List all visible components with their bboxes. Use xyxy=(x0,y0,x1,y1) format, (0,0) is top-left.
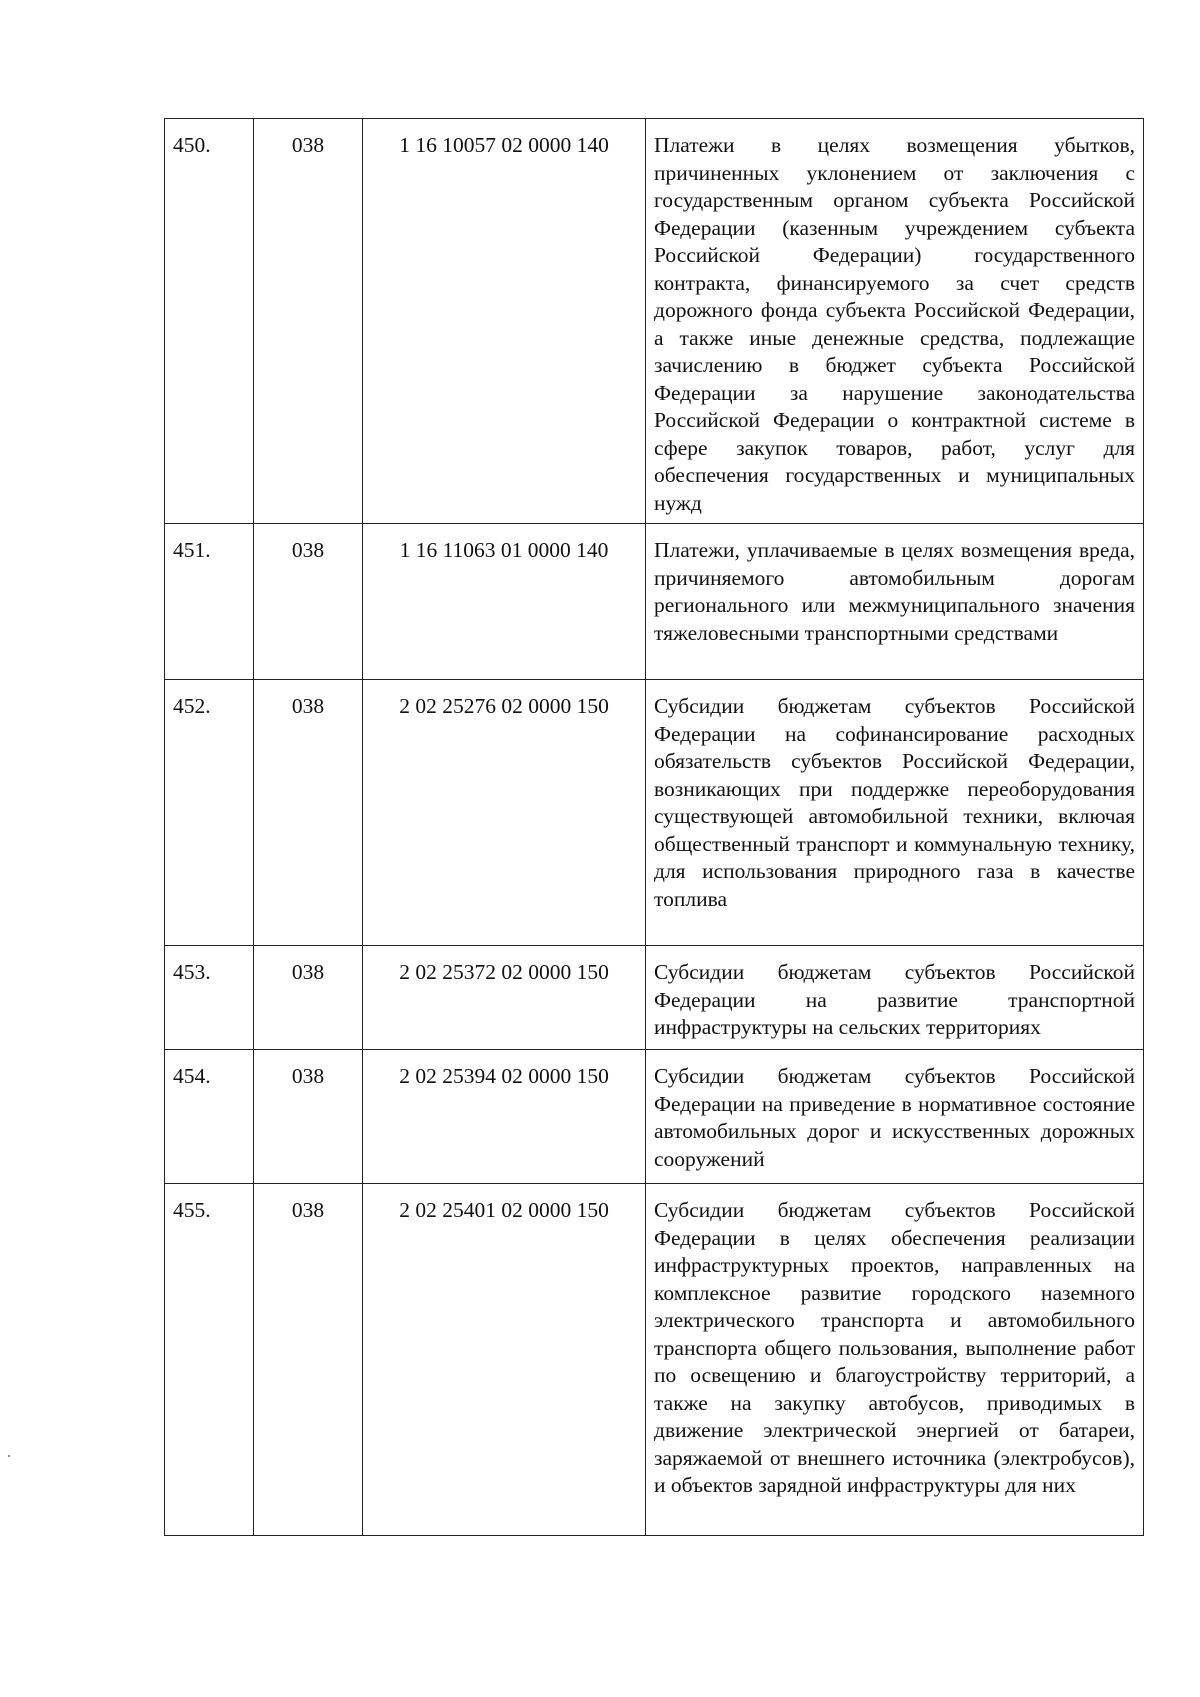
admin-code: 038 xyxy=(254,1184,363,1536)
table-row xyxy=(165,946,1144,1050)
row-number: 450. xyxy=(165,119,254,524)
admin-code: 038 xyxy=(254,1050,363,1184)
kbk-code: 2 02 25394 02 0000 150 xyxy=(363,1050,646,1184)
row-number: 455. xyxy=(165,1184,254,1536)
row-description: Субсидии бюджетам субъектов Российской Федерации на софинансирование расходных обязательств субъектов Российской Федерации, возникающих при поддержке переоборудования существующей автомобильной техники, включая общественный транспорт и коммунальную технику, для использования природного газа в качестве топлива xyxy=(646,680,1144,946)
row-number: 454. xyxy=(165,1050,254,1184)
row-description: Субсидии бюджетам субъектов Российской Федерации на развитие транспортной инфраструктуры на сельских территориях xyxy=(646,946,1144,1050)
table-row xyxy=(165,119,1144,524)
row-description: Субсидии бюджетам субъектов Российской Федерации в целях обеспечения реализации инфраструктурных проектов, направленных на комплексное развитие городского наземного электрического транспорта и автомобильного транспорта общего пользования, выполнение работ по освещению и благоустройству территорий, а также на закупку автобусов, приводимых в движение электрической энергией от батареи, заряжаемой от внешнего источника (электробусов), и объектов зарядной инфраструктуры для них xyxy=(646,1184,1144,1536)
admin-code: 038 xyxy=(254,119,363,524)
admin-code: 038 xyxy=(254,524,363,680)
row-number: 453. xyxy=(165,946,254,1050)
table-row xyxy=(165,1050,1144,1184)
table-row xyxy=(165,524,1144,680)
table-row xyxy=(165,1184,1144,1536)
admin-code: 038 xyxy=(254,680,363,946)
kbk-code: 2 02 25372 02 0000 150 xyxy=(363,946,646,1050)
kbk-code: 1 16 11063 01 0000 140 xyxy=(363,524,646,680)
table-row xyxy=(165,680,1144,946)
row-description: Платежи, уплачиваемые в целях возмещения вреда, причиняемого автомобильным дорогам регионального или межмуниципального значения тяжеловесными транспортными средствами xyxy=(646,524,1144,680)
admin-code: 038 xyxy=(254,946,363,1050)
table-body xyxy=(165,119,1144,1536)
row-description: Субсидии бюджетам субъектов Российской Федерации на приведение в нормативное состояние автомобильных дорог и искусственных дорожных сооружений xyxy=(646,1050,1144,1184)
row-number: 452. xyxy=(165,680,254,946)
budget-codes-table xyxy=(164,118,1144,1536)
kbk-code: 1 16 10057 02 0000 140 xyxy=(363,119,646,524)
kbk-code: 2 02 25276 02 0000 150 xyxy=(363,680,646,946)
scan-speck xyxy=(8,1455,10,1457)
kbk-code: 2 02 25401 02 0000 150 xyxy=(363,1184,646,1536)
row-number: 451. xyxy=(165,524,254,680)
row-description: Платежи в целях возмещения убытков, причиненных уклонением от заключения с государственным органом субъекта Российской Федерации (казенным учреждением субъекта Российской Федерации) государственного контракта, финансируемого за счет средств дорожного фонда субъекта Российской Федерации, а также иные денежные средства, подлежащие зачислению в бюджет субъекта Российской Федерации за нарушение законодательства Российской Федерации о контрактной системе в сфере закупок товаров, работ, услуг для обеспечения государственных и муниципальных нужд xyxy=(646,119,1144,524)
